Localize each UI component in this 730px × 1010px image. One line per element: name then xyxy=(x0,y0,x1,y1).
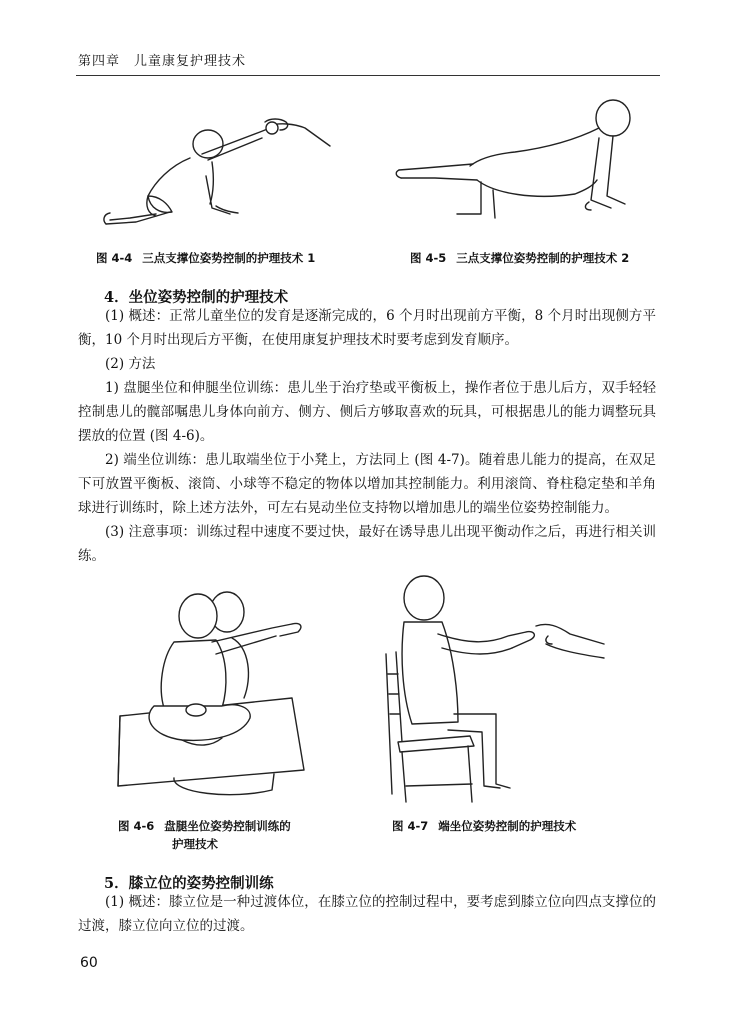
figure-title: 盘腿坐位姿势控制训练的 xyxy=(164,819,291,833)
running-header: 第四章 儿童康复护理技术 xyxy=(78,54,247,69)
figure-4-5-caption xyxy=(410,250,629,266)
page-number: 60 xyxy=(80,955,98,971)
paragraph: 1) 盘腿坐位和伸腿坐位训练：患儿坐于治疗垫或平衡板上，操作者位于患儿后方，双手轻轻控制患儿的髋部嘱患儿身体向前方、侧方、侧后方够取喜欢的玩具，可根据患儿的能力调整玩具摆放的位置 (图 4-6)。 xyxy=(78,380,656,444)
figure-title: 端坐位姿势控制的护理技术 xyxy=(438,819,577,833)
figure-title: 三点支撑位姿势控制的护理技术 1 xyxy=(142,251,316,265)
figure-number: 图 4-4 xyxy=(96,251,133,265)
figure-4-6-illustration xyxy=(112,578,322,803)
header-rule xyxy=(76,75,660,76)
figure-4-7-illustration xyxy=(378,574,608,809)
figure-4-6-caption-line2: 护理技术 xyxy=(172,837,218,851)
section-4-body xyxy=(78,304,656,568)
figure-4-4-caption xyxy=(96,250,315,266)
paragraph: (3) 注意事项：训练过程中速度不要过快，最好在诱导患儿出现平衡动作之后，再进行相关训练。 xyxy=(78,524,656,564)
paragraph: 2) 端坐位训练：患儿取端坐位于小凳上，方法同上 (图 4-7)。随着患儿能力的提高，在双足下可放置平衡板、滚筒、小球等不稳定的物体以增加其控制能力。利用滚筒、脊柱稳定垫和羊角球进行训练时，除上述方法外，可左右晃动坐位支持物以增加患儿的端坐位姿势控制能力。 xyxy=(78,452,656,516)
figure-4-4-illustration xyxy=(90,96,350,236)
figure-number: 图 4-5 xyxy=(410,251,447,265)
figure-title: 三点支撑位姿势控制的护理技术 2 xyxy=(456,251,630,265)
paragraph: (1) 概述：膝立位是一种过渡体位，在膝立位的控制过程中，要考虑到膝立位向四点支撑位的过渡，膝立位向立位的过渡。 xyxy=(78,894,656,934)
section-5-body xyxy=(78,890,656,938)
figure-4-6-caption xyxy=(118,818,291,834)
paragraph: (2) 方法 xyxy=(105,356,156,372)
figure-number: 图 4-6 xyxy=(118,819,155,833)
section-heading: 5．膝立位的姿势控制训练 xyxy=(104,875,274,892)
figure-4-7-caption xyxy=(392,818,576,834)
paragraph: (1) 概述：正常儿童坐位的发育是逐渐完成的，6 个月时出现前方平衡，8 个月时出现侧方平衡，10 个月时出现后方平衡，在使用康复护理技术时要考虑到发育顺序。 xyxy=(78,308,656,348)
figure-number: 图 4-7 xyxy=(392,819,429,833)
figure-4-5-illustration xyxy=(385,90,645,230)
section-heading: 4．坐位姿势控制的护理技术 xyxy=(104,289,289,306)
